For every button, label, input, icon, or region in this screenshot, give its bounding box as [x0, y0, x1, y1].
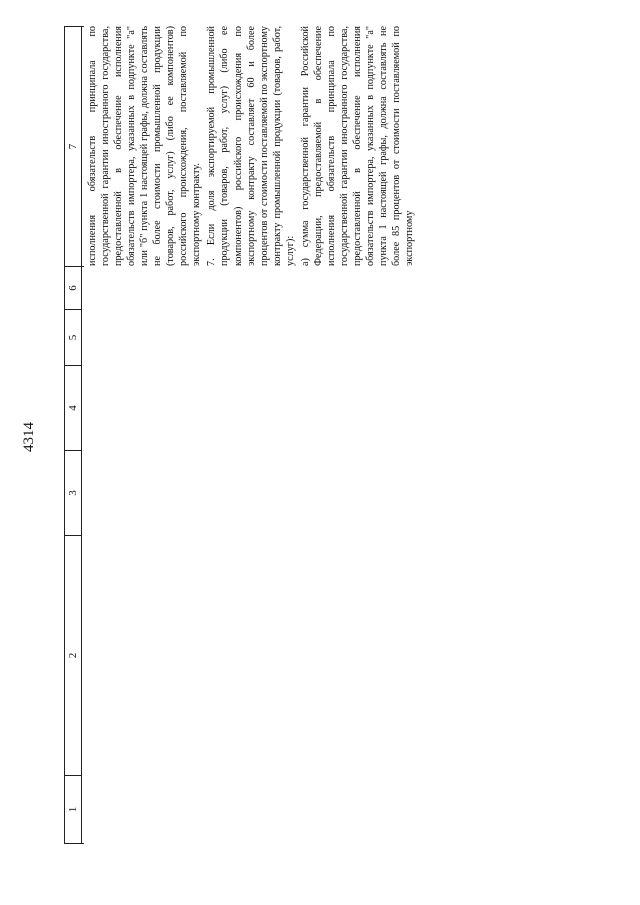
- page-number: 4314: [21, 422, 37, 452]
- column-7-text: [86, 26, 416, 266]
- rotated-table: [64, 26, 598, 844]
- header-cell-7: 7: [67, 143, 79, 150]
- column-divider: [82, 266, 84, 267]
- header-cell-3: 3: [65, 450, 81, 535]
- column-divider: [82, 843, 84, 844]
- header-cell-5: 5: [65, 309, 81, 365]
- column-divider: [82, 26, 84, 27]
- header-cell-4: 4: [65, 365, 81, 450]
- paragraph: исполнения обязательств принципала по государственной гарантии иностранного государства, предоставленной в обеспечение исполнения обязательств импортера, указанных в подпункте "а" или "б" пункта 1 настоящей графы, должна составлять не более стоимости промышленной продукции (товаров, работ, услуг) (либо ее компонентов) российского происхождения, поставляемой по экспортному контракту.: [87, 26, 203, 266]
- header-cell-1: 1: [65, 775, 81, 843]
- header-cell-2: 2: [65, 535, 81, 775]
- header-cell-6: 6: [65, 266, 81, 309]
- table: [64, 26, 598, 844]
- paragraph: 7. Если доля экспортируемой промышленной продукции (товаров, работ, услуг) (либо ее компонентов) российского происхождения по экспортному контракту составляет 60 и более процентов от стоимости поставляемой по экспортному контракту промышленной продукции (товаров, работ, услуг):: [206, 26, 296, 266]
- paragraph: а) сумма государственной гарантии Российской Федерации, предоставляемой в обеспечение исполнения обязательств принципала по государственной гарантии иностранного государства, предоставленной в обеспечение исполнения обязательств импортера, указанных в подпункте "а" пункта 1 настоящей графы, должна составлять не более 85 процентов от стоимости поставляемой по экспортному: [299, 26, 416, 266]
- table-body-row: [82, 26, 598, 844]
- table-header-row: [64, 26, 82, 844]
